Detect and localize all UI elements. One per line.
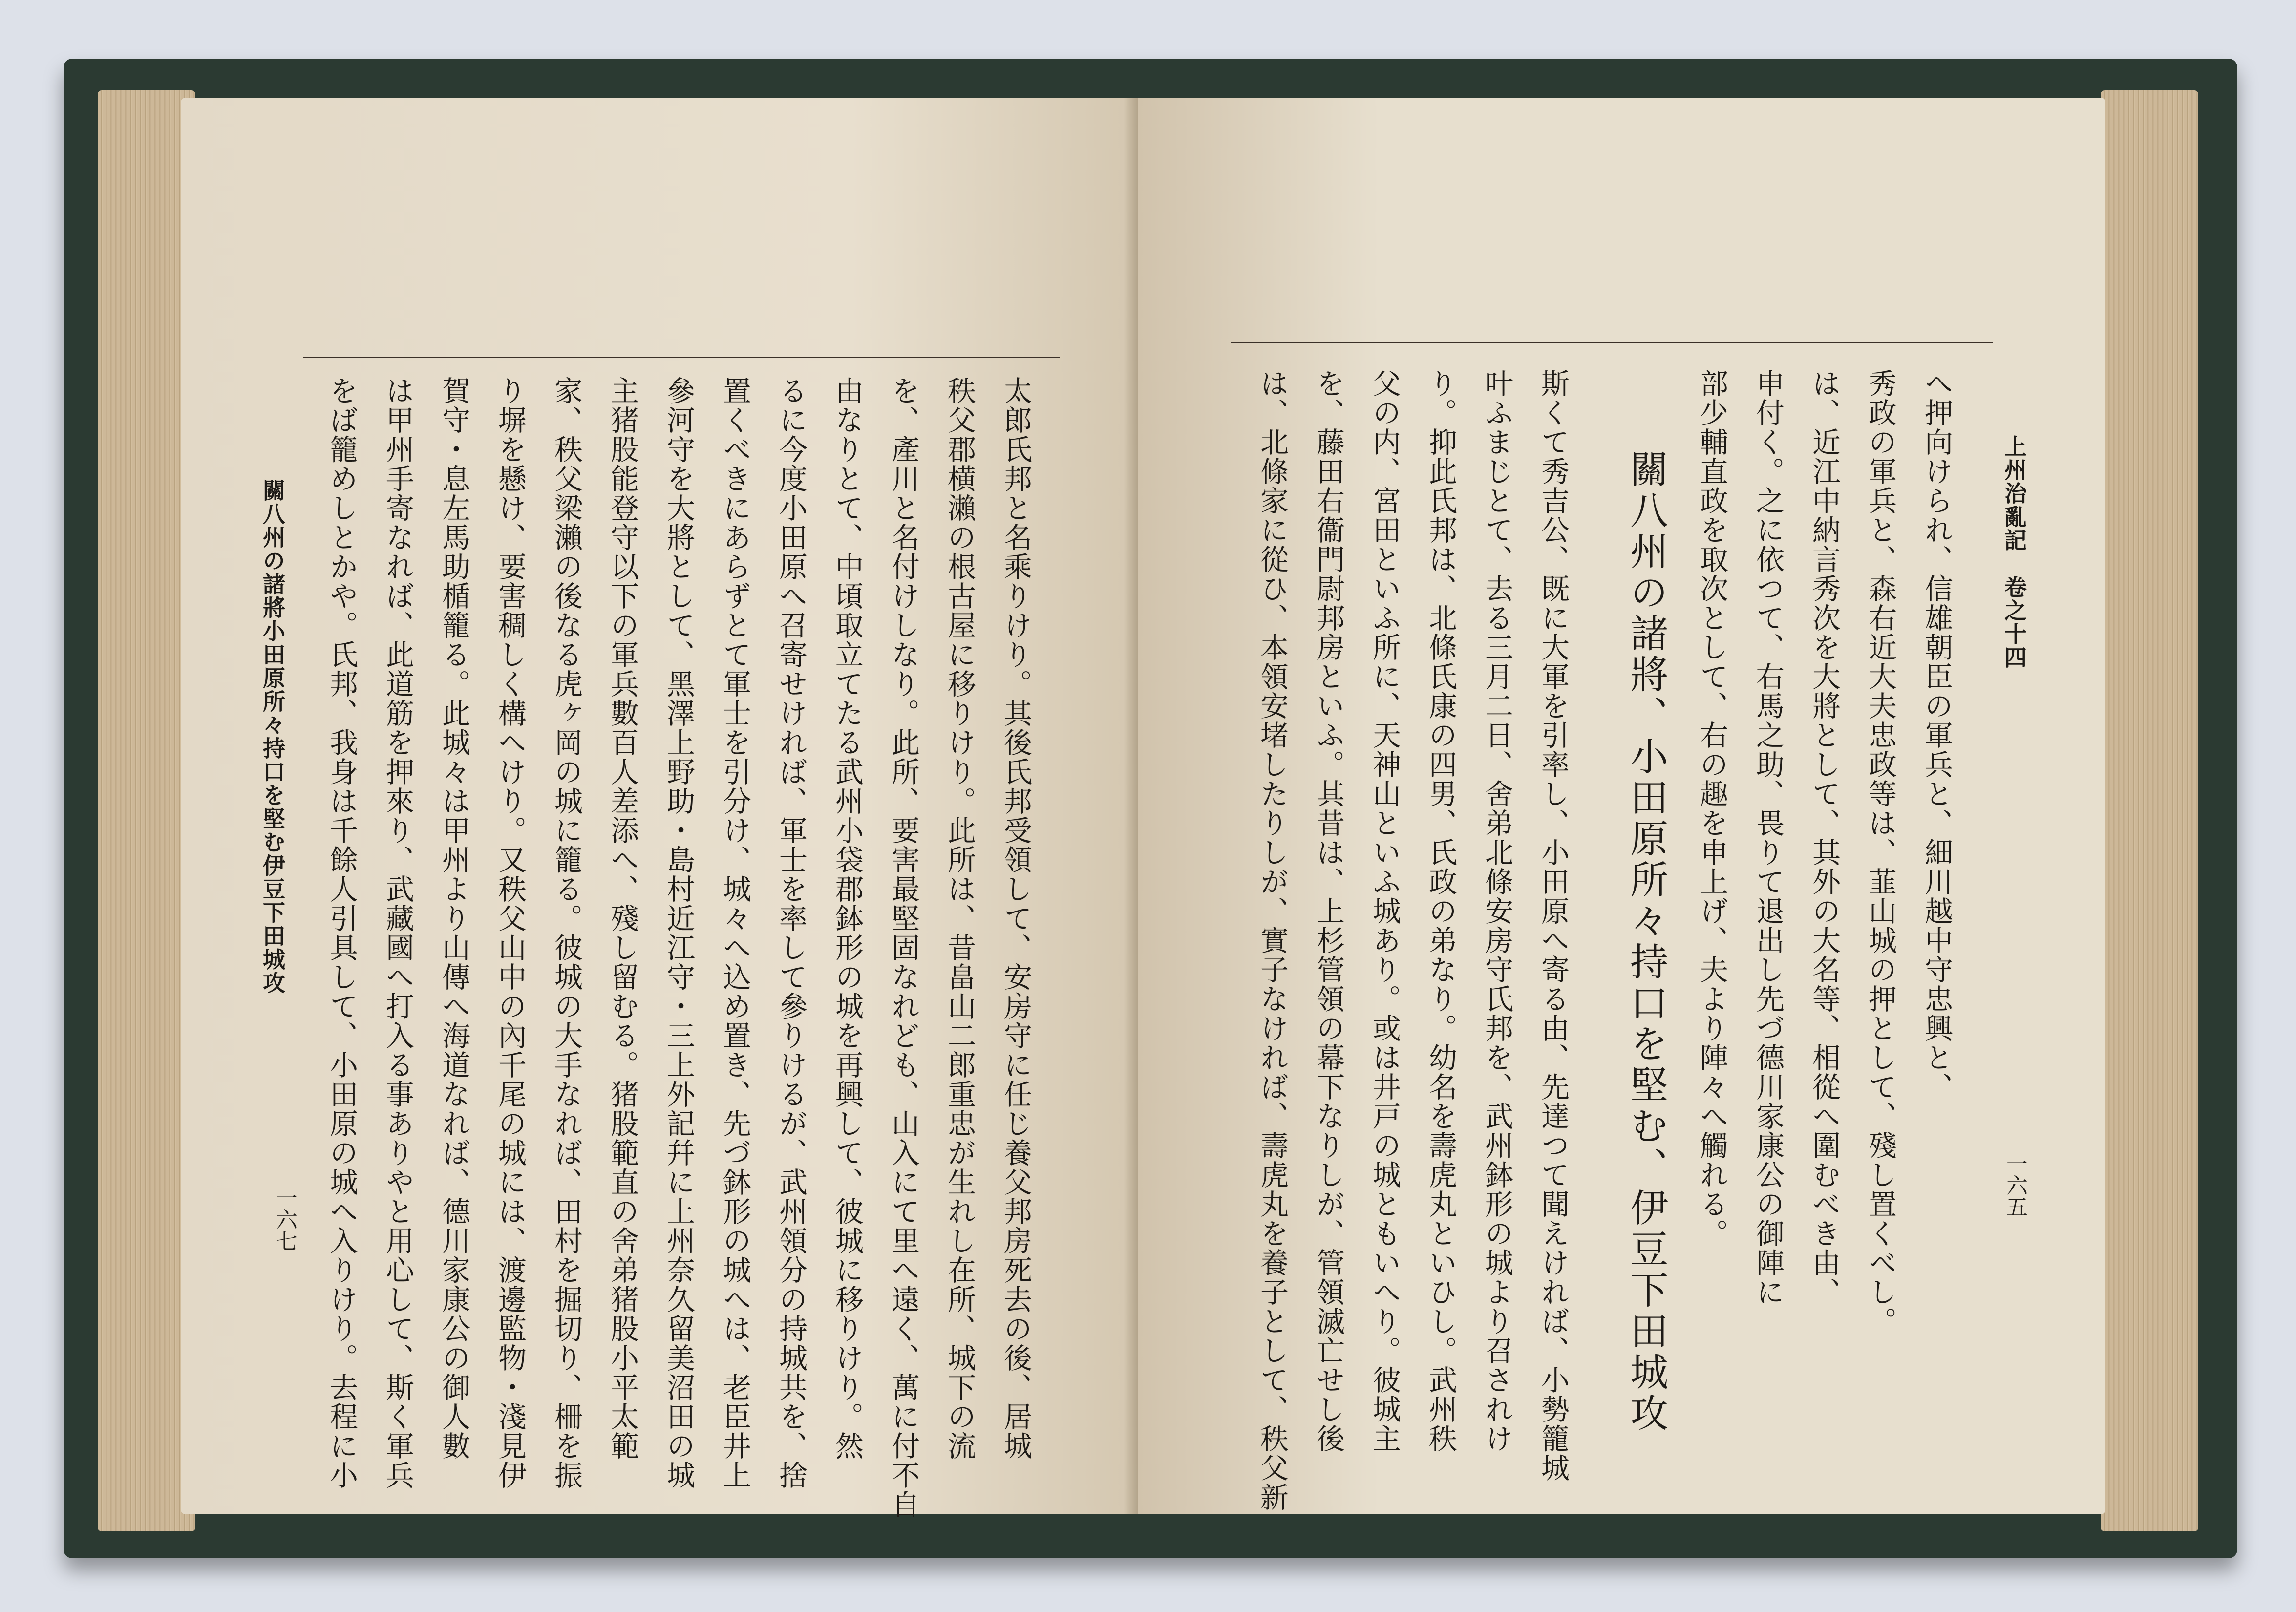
right-page-column-1: へ押向けられ、信雄朝臣の軍兵と、細川越中守忠興と、 xyxy=(1920,369,1953,1102)
left-page-column-2: 秩父郡横瀨の根古屋に移りけり。此所は、昔畠山二郎重忠が生れし在所、城下の流 xyxy=(943,376,976,1461)
left-page-column-5: るに今度小田原へ召寄せければ、軍士を率して參りけるが、武州領分の持城共を、捨 xyxy=(774,376,808,1490)
chapter-title: 關八州の諸將、小田原所々持口を堅む、伊豆下田城攻 xyxy=(1624,449,1668,1434)
page-number-left: 一六七 xyxy=(272,1187,297,1251)
left-page-column-13: をば籠めしとかや。氏邦、我身は千餘人引具して、小田原の城へ入りけり。去程に小 xyxy=(325,376,358,1490)
right-page-column-8: り。抑此氏邦は、北條氏康の四男、氏政の弟なり。幼名を壽虎丸といひし。武州秩 xyxy=(1424,369,1457,1453)
left-page-column-3: を、產川と名付けしなり。此所、要害最堅固なれども、山入にて里へ遠く、萬に付不自 xyxy=(887,376,920,1519)
left-page-header-rule xyxy=(303,357,1060,358)
right-page-column-7: 叶ふまじとて、去る三月二日、舍弟北條安房守氏邦を、武州鉢形の城より召されけ xyxy=(1480,369,1513,1453)
left-page-column-7: 參河守を大將として、黑澤上野助・島村近江守・三上外記幷に上州奈久留美沼田の城 xyxy=(662,376,695,1490)
right-page-column-2: 秀政の軍兵と、森右近大夫忠政等は、韮山城の押として、殘し置くべし。 xyxy=(1864,369,1897,1336)
left-page-column-12: は甲州手寄なれば、此道筋を押來り、武藏國へ打入る事ありやと用心して、斯く軍兵 xyxy=(381,376,414,1490)
left-page-column-1: 太郎氏邦と名乘りけり。其後氏邦受領して、安房守に任じ養父邦房死去の後、居城 xyxy=(999,376,1032,1461)
right-page-column-4: 申付く。之に依つて、右馬之助、畏りて退出し先づ德川家康公の御陣に xyxy=(1751,369,1785,1307)
left-page-column-9: 家、秩父梁瀨の後なる虎ヶ岡の城に籠る。彼城の大手なれば、田村を掘切り、柵を振 xyxy=(550,376,583,1490)
left-page-column-8: 主猪股能登守以下の軍兵數百人差添へ、殘し留むる。猪股範直の舍弟猪股小平太範 xyxy=(606,376,639,1461)
right-page-header-rule xyxy=(1231,342,1993,343)
running-head: 上州治亂記 卷之十四 xyxy=(2001,435,2027,669)
right-page-edges xyxy=(2101,90,2198,1531)
right-page-column-5: 部少輔直政を取次として、右の趣を申上げ、夫より陣々へ觸れる。 xyxy=(1695,369,1728,1248)
page-number-right: 一六五 xyxy=(2002,1153,2027,1217)
right-page-column-9: 父の内、宮田といふ所に、天神山といふ城あり。或は井戸の城ともいへり。彼城主 xyxy=(1368,369,1401,1453)
right-page xyxy=(1138,98,2105,1514)
left-page xyxy=(181,98,1138,1519)
left-page-column-4: 由なりとて、中頃取立てたる武州小袋郡鉢形の城を再興して、彼城に移りけり。然 xyxy=(830,376,864,1461)
right-page-column-11: は、北條家に從ひ、本領安堵したりしが、實子なければ、壽虎丸を養子として、秩父新 xyxy=(1255,369,1289,1512)
right-page-column-10: を、藤田右衞門尉邦房といふ。其昔は、上杉管領の幕下なりしが、管領滅亡せし後 xyxy=(1312,369,1345,1453)
right-page-column-6: 斯くて秀吉公、既に大軍を引率し、小田原へ寄る由、先達つて聞えければ、小勢籠城 xyxy=(1536,369,1570,1483)
right-page-column-3: は、近江中納言秀次を大將として、其外の大名等、相從へ圍むべき由、 xyxy=(1807,369,1841,1307)
left-page-column-11: 賀守・息左馬助楯籠る。此城々は甲州より山傳へ海道なれば、德川家康公の御人數 xyxy=(437,376,470,1461)
running-footer-title: 關八州の諸將小田原所々持口を堅む伊豆下田城攻 xyxy=(259,479,286,995)
left-page-column-10: り塀を懸け、要害稠しく構へけり。又秩父山中の內千尾の城には、渡邊監物・淺見伊 xyxy=(493,376,527,1490)
left-page-column-6: 置くべきにあらずとて軍士を引分け、城々へ込め置き、先づ鉢形の城へは、老臣井上 xyxy=(718,376,751,1490)
